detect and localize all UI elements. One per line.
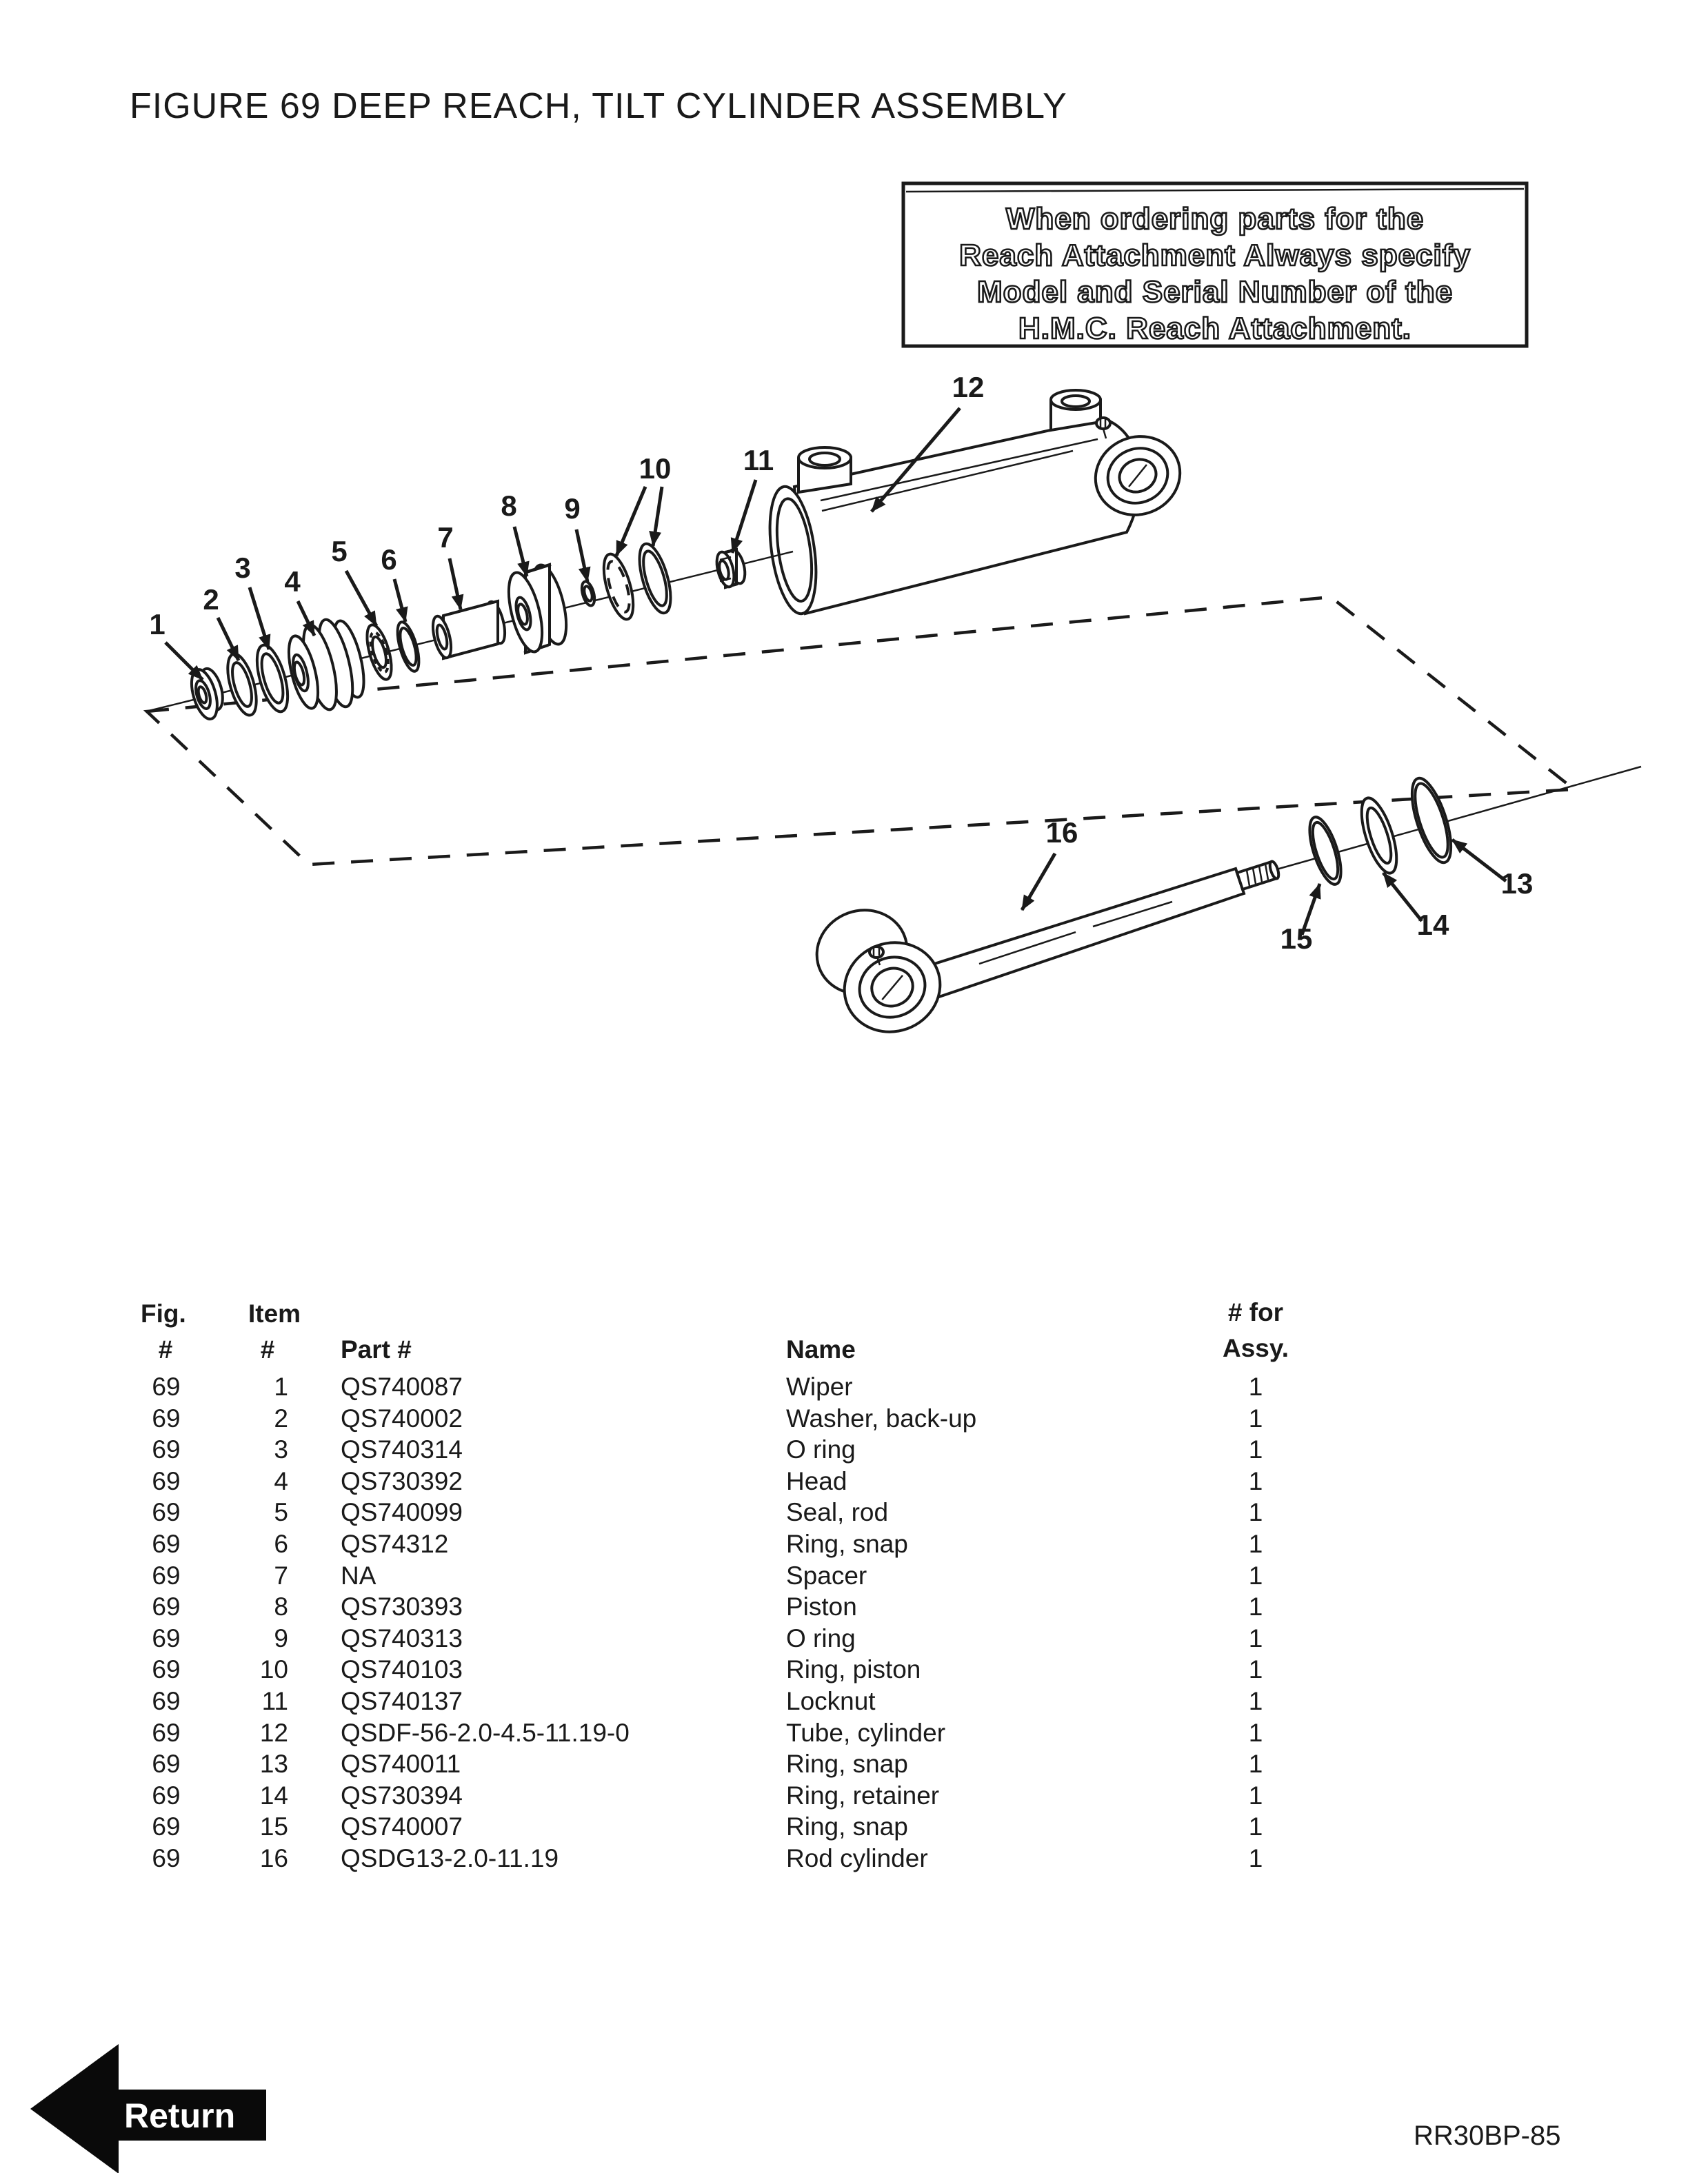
table-row xyxy=(0,1625,1688,1655)
cell-name: Ring, retainer xyxy=(786,1781,940,1810)
callout-label: 1 xyxy=(149,608,165,640)
cell-qty: 1 xyxy=(1248,1844,1263,1872)
cell-part: QS740313 xyxy=(341,1624,463,1652)
cell-fig: 69 xyxy=(152,1530,181,1558)
cell-part: QS730394 xyxy=(341,1781,463,1810)
cell-item: 2 xyxy=(274,1404,288,1433)
cell-qty: 1 xyxy=(1248,1530,1263,1558)
cell-qty: 1 xyxy=(1248,1750,1263,1779)
cell-item: 9 xyxy=(274,1624,288,1652)
dashed-plane-outline xyxy=(147,597,1574,865)
cell-part: NA xyxy=(341,1561,376,1590)
cell-qty: 1 xyxy=(1248,1655,1263,1684)
part-16-cylinder-rod xyxy=(805,767,1641,1045)
table-row xyxy=(0,1782,1688,1812)
table-row xyxy=(0,1813,1688,1843)
part-11-locknut xyxy=(714,548,748,589)
notice-line-4: H.M.C. Reach Attachment. xyxy=(1018,312,1412,345)
callout-15 xyxy=(1280,884,1320,955)
callout-label: 16 xyxy=(1045,816,1078,849)
callout-label: 13 xyxy=(1500,867,1534,900)
cell-name: Wiper xyxy=(786,1373,853,1401)
cell-item: 4 xyxy=(274,1466,288,1495)
callout-13 xyxy=(1452,840,1533,900)
notice-line-2: Reach Attachment Always specify xyxy=(959,239,1471,272)
cell-item: 5 xyxy=(274,1498,288,1527)
cell-qty: 1 xyxy=(1248,1466,1263,1495)
table-header-item-hash: # xyxy=(260,1335,275,1364)
cell-item: 13 xyxy=(259,1750,288,1779)
cell-fig: 69 xyxy=(152,1404,181,1433)
part-7-spacer xyxy=(430,600,508,659)
table-header-fig: Fig. xyxy=(141,1300,186,1328)
cell-part: QS730392 xyxy=(341,1466,463,1495)
cell-fig: 69 xyxy=(152,1435,181,1464)
callout-label: 2 xyxy=(203,583,219,616)
cell-qty: 1 xyxy=(1248,1373,1263,1401)
callout-label: 12 xyxy=(952,371,985,403)
table-header-name: Name xyxy=(786,1335,856,1364)
callout-label: 5 xyxy=(331,535,348,567)
cell-name: Seal, rod xyxy=(786,1498,889,1527)
callout-label: 14 xyxy=(1416,909,1449,941)
cell-qty: 1 xyxy=(1248,1718,1263,1747)
table-row xyxy=(0,1750,1688,1781)
cell-item: 6 xyxy=(274,1530,288,1558)
table-row xyxy=(0,1468,1688,1498)
doc-number: RR30BP-85 xyxy=(1414,2121,1561,2151)
cell-part: QS740002 xyxy=(341,1404,463,1433)
cylinder-port-right xyxy=(1051,390,1101,430)
part-8-piston xyxy=(502,562,572,655)
notice-line-1: When ordering parts for the xyxy=(1005,202,1425,236)
cell-item: 15 xyxy=(259,1812,288,1841)
cell-part: QS740011 xyxy=(341,1750,461,1779)
cell-part: QS740314 xyxy=(341,1435,463,1464)
callout-10 xyxy=(616,452,671,556)
table-row xyxy=(0,1405,1688,1435)
table-row xyxy=(0,1530,1688,1561)
cell-qty: 1 xyxy=(1248,1593,1263,1621)
exploded-diagram xyxy=(0,369,1688,1065)
cell-item: 8 xyxy=(274,1593,288,1621)
return-button-label: Return xyxy=(124,2096,236,2135)
cell-name: O ring xyxy=(786,1435,856,1464)
callout-8 xyxy=(501,489,527,576)
cell-fig: 69 xyxy=(152,1466,181,1495)
cell-name: Ring, piston xyxy=(786,1655,921,1684)
table-header-qty-line1: # for xyxy=(1227,1298,1284,1326)
callout-2 xyxy=(203,583,239,660)
cell-name: Tube, cylinder xyxy=(786,1718,946,1747)
part-4-head xyxy=(283,616,370,712)
cell-fig: 69 xyxy=(152,1624,181,1652)
cell-part: QSDF-56-2.0-4.5-11.19-0 xyxy=(341,1718,630,1747)
cell-fig: 69 xyxy=(152,1750,181,1779)
cell-fig: 69 xyxy=(152,1373,181,1401)
ordering-notice-box xyxy=(896,174,1538,354)
part-10-piston-rings xyxy=(598,540,676,623)
cell-fig: 69 xyxy=(152,1498,181,1527)
part-12-cylinder-tube xyxy=(763,390,1192,616)
cell-name: Piston xyxy=(786,1593,857,1621)
cylinder-port-left xyxy=(798,447,851,492)
cell-name: Ring, snap xyxy=(786,1750,908,1779)
table-row xyxy=(0,1373,1688,1404)
cell-part: QS740099 xyxy=(341,1498,463,1527)
cell-part: QS74312 xyxy=(341,1530,449,1558)
callout-1 xyxy=(149,608,203,680)
cell-qty: 1 xyxy=(1248,1435,1263,1464)
callout-3 xyxy=(234,552,269,649)
callout-label: 7 xyxy=(437,521,454,554)
callout-label: 9 xyxy=(564,492,581,525)
part-6-snap-ring xyxy=(393,620,423,674)
callout-label: 15 xyxy=(1280,922,1313,955)
cell-part: QS730393 xyxy=(341,1593,463,1621)
callout-7 xyxy=(437,521,461,609)
table-header-item: Item xyxy=(248,1300,301,1328)
cell-part: QS740007 xyxy=(341,1812,463,1841)
part-5-rod-seal xyxy=(362,623,396,682)
cell-fig: 69 xyxy=(152,1561,181,1590)
cell-qty: 1 xyxy=(1248,1781,1263,1810)
cell-name: Washer, back-up xyxy=(786,1404,977,1433)
cell-qty: 1 xyxy=(1248,1561,1263,1590)
cell-item: 7 xyxy=(274,1561,288,1590)
callout-label: 4 xyxy=(284,565,301,598)
table-row xyxy=(0,1499,1688,1529)
table-row xyxy=(0,1845,1688,1875)
table-header-part: Part # xyxy=(341,1335,412,1364)
cell-part: QSDG13-2.0-11.19 xyxy=(341,1844,559,1872)
cell-fig: 69 xyxy=(152,1687,181,1715)
cell-qty: 1 xyxy=(1248,1812,1263,1841)
table-row xyxy=(0,1656,1688,1686)
cell-qty: 1 xyxy=(1248,1687,1263,1715)
part-1-wiper xyxy=(187,665,229,722)
cell-fig: 69 xyxy=(152,1655,181,1684)
callout-9 xyxy=(564,492,587,582)
cell-fig: 69 xyxy=(152,1718,181,1747)
cell-item: 11 xyxy=(261,1687,288,1715)
cell-item: 14 xyxy=(259,1781,288,1810)
return-button[interactable] xyxy=(21,2035,297,2173)
cell-part: QS740087 xyxy=(341,1373,463,1401)
callout-11 xyxy=(732,444,774,553)
cell-part: QS740103 xyxy=(341,1655,463,1684)
cell-name: Spacer xyxy=(786,1561,867,1590)
cell-item: 1 xyxy=(274,1373,288,1401)
table-row xyxy=(0,1688,1688,1718)
cell-part: QS740137 xyxy=(341,1687,463,1715)
cell-name: Locknut xyxy=(786,1687,876,1715)
callout-16 xyxy=(1022,816,1078,910)
cell-name: Rod cylinder xyxy=(786,1844,928,1872)
cell-qty: 1 xyxy=(1248,1624,1263,1652)
cell-name: Head xyxy=(786,1466,847,1495)
callout-label: 8 xyxy=(501,489,517,522)
table-row xyxy=(0,1436,1688,1466)
callout-4 xyxy=(284,565,314,636)
table-row xyxy=(0,1562,1688,1593)
cell-name: O ring xyxy=(786,1624,856,1652)
table-row xyxy=(0,1719,1688,1750)
cell-item: 10 xyxy=(259,1655,288,1684)
table-header-qty-line2: Assy. xyxy=(1223,1334,1289,1362)
table-header-fig-hash: # xyxy=(158,1335,173,1364)
callout-5 xyxy=(331,535,376,626)
cell-fig: 69 xyxy=(152,1812,181,1841)
table-row xyxy=(0,1593,1688,1624)
cell-item: 3 xyxy=(274,1435,288,1464)
callout-label: 10 xyxy=(639,452,672,485)
cell-fig: 69 xyxy=(152,1844,181,1872)
cell-item: 16 xyxy=(259,1844,288,1872)
notice-line-3: Model and Serial Number of the xyxy=(976,275,1454,309)
cell-fig: 69 xyxy=(152,1781,181,1810)
callout-6 xyxy=(381,543,405,622)
cell-name: Ring, snap xyxy=(786,1812,908,1841)
callout-label: 3 xyxy=(234,552,251,584)
cell-qty: 1 xyxy=(1248,1498,1263,1527)
callout-label: 11 xyxy=(743,444,774,476)
cell-fig: 69 xyxy=(152,1593,181,1621)
cell-item: 12 xyxy=(259,1718,288,1747)
callout-14 xyxy=(1383,873,1449,941)
cell-name: Ring, snap xyxy=(786,1530,908,1558)
page-title: FIGURE 69 DEEP REACH, TILT CYLINDER ASSEMBLY xyxy=(130,86,1067,126)
callout-label: 6 xyxy=(381,543,397,576)
cell-qty: 1 xyxy=(1248,1404,1263,1433)
